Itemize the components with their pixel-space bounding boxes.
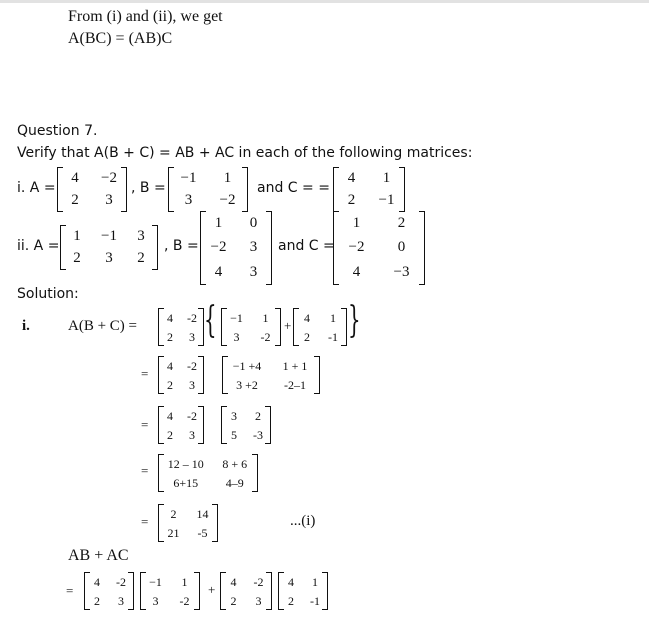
matrix-bracket-tick — [212, 504, 217, 505]
matrix-cell: −2 — [210, 239, 227, 256]
matrix-cell: 1 — [330, 310, 336, 325]
part-ii-label-a: ii. A = — [17, 238, 60, 254]
matrix-cell: 21 — [167, 525, 180, 540]
matrix-bracket-tick — [159, 541, 164, 542]
matrix-bracket-tick — [275, 345, 280, 346]
matrix-cell: 4 — [352, 264, 361, 281]
matrix-cell: −3 — [393, 264, 410, 281]
matrix-cell: 4 — [167, 358, 173, 373]
matrix-bracket-tick — [252, 454, 257, 455]
matrix-bracket-tick — [159, 454, 164, 455]
matrix-bracket-tick — [222, 406, 227, 407]
question-heading: Question 7. — [17, 123, 98, 139]
matrix-cell: -2 — [187, 408, 197, 423]
matrix-bracket-tick — [61, 225, 66, 226]
matrix-bracket-tick — [341, 308, 346, 309]
solution-evaluated-sum-matrix — [221, 406, 271, 444]
matrix-bracket-tick — [223, 356, 228, 357]
solution-result-matrix — [158, 504, 218, 542]
ab-matrix-b — [140, 572, 200, 610]
matrix-cell: 3 +2 — [236, 377, 258, 392]
matrix-cell: 2 — [71, 192, 79, 209]
matrix-cell: 1 + 1 — [282, 358, 308, 373]
matrix-bracket-tick — [121, 167, 126, 168]
matrix-bracket-tick — [201, 284, 206, 285]
matrix-cell: 3 — [231, 408, 237, 423]
matrix-bracket-tick — [419, 284, 424, 285]
matrix-cell: 2 — [230, 593, 237, 608]
matrix-bracket-tick — [334, 284, 339, 285]
matrix-bracket-tick — [322, 572, 327, 573]
equals-sign: = — [66, 583, 74, 598]
matrix-cell: -2–1 — [284, 377, 306, 392]
matrix-cell: -2 — [253, 574, 264, 589]
matrix-cell: 12 – 10 — [167, 456, 204, 471]
solution-matrix-a-3 — [158, 406, 204, 444]
matrix-bracket-tick — [221, 572, 226, 573]
equals-sign: = — [141, 514, 149, 529]
solution-matrix-b — [221, 308, 281, 346]
matrix-bracket-tick — [141, 572, 146, 573]
matrix-bracket-tick — [314, 393, 319, 394]
matrix-cell: 3 — [233, 329, 240, 344]
matrix-bracket-tick — [85, 609, 90, 610]
matrix-bracket-tick — [322, 609, 327, 610]
matrix-cell: -2 — [187, 358, 197, 373]
right-brace: } — [348, 300, 361, 341]
matrix-bracket-tick — [266, 572, 271, 573]
matrix-bracket-tick — [58, 167, 63, 168]
matrix-cell: 3 — [255, 593, 262, 608]
part-i-matrix-a — [57, 167, 127, 212]
matrix-bracket-tick — [399, 167, 404, 168]
matrix-bracket-tick — [194, 572, 199, 573]
matrix-cell: 1 — [262, 310, 269, 325]
matrix-cell: 1 — [382, 169, 391, 186]
equals-sign: = — [141, 463, 149, 478]
matrix-cell: 3 — [105, 192, 113, 209]
equals-sign: = — [141, 366, 149, 381]
matrix-bracket-tick — [275, 308, 280, 309]
solution-lhs: A(B + C) = — [68, 318, 138, 334]
matrix-cell: 2 — [255, 408, 261, 423]
matrix-bracket-tick — [169, 211, 174, 212]
matrix-cell: 4–9 — [225, 475, 244, 490]
matrix-bracket-tick — [159, 345, 164, 346]
part-i-label-b: , B = — [131, 180, 166, 196]
question-text: Verify that A(B + C) = AB + AC in each of the following matrices: — [17, 145, 473, 161]
matrix-cell: 14 — [196, 506, 209, 521]
part-ii-label-b: , B = — [164, 238, 199, 254]
intro-line-1: From (i) and (ii), we get — [68, 8, 223, 25]
matrix-cell: 8 + 6 — [222, 456, 248, 471]
matrix-bracket-tick — [159, 393, 164, 394]
solution-item-label: i. — [22, 318, 30, 334]
solution-matrix-a-2 — [158, 356, 204, 394]
matrix-bracket-tick — [198, 308, 203, 309]
ac-matrix-c — [278, 572, 328, 610]
matrix-cell: 3 — [152, 593, 159, 608]
matrix-bracket-tick — [152, 225, 157, 226]
matrix-bracket-tick — [159, 504, 164, 505]
matrix-cell: 2 — [167, 377, 173, 392]
part-ii-label-c: and C = — [278, 238, 335, 254]
matrix-cell: 3 — [249, 264, 258, 281]
matrix-bracket-tick — [169, 167, 174, 168]
left-brace: { — [204, 300, 217, 341]
matrix-bracket-tick — [294, 345, 299, 346]
matrix-cell: 1 — [73, 227, 81, 244]
matrix-cell: −1 +4 — [232, 358, 262, 373]
matrix-cell: -5 — [197, 525, 208, 540]
matrix-cell: -1 — [310, 593, 320, 608]
matrix-bracket-tick — [265, 443, 270, 444]
part-ii-matrix-c — [333, 211, 425, 285]
matrix-cell: 0 — [249, 214, 258, 231]
matrix-cell: 1 — [214, 214, 223, 231]
matrix-bracket-tick — [141, 609, 146, 610]
matrix-cell: −2 — [348, 239, 365, 256]
matrix-bracket-tick — [58, 211, 63, 212]
matrix-cell: 2 — [94, 593, 100, 608]
matrix-bracket-tick — [242, 167, 247, 168]
matrix-cell: 4 — [167, 408, 173, 423]
matrix-cell: 1 — [223, 169, 232, 186]
matrix-cell: 4 — [214, 264, 223, 281]
matrix-bracket-tick — [334, 167, 339, 168]
matrix-bracket-tick — [128, 572, 133, 573]
solution-matrix-c — [293, 308, 347, 346]
matrix-bracket-tick — [252, 491, 257, 492]
matrix-bracket-tick — [266, 284, 271, 285]
solution-sum-matrix — [222, 356, 320, 394]
solution-product-expansion-matrix — [158, 454, 258, 492]
intro-line-2: A(BC) = (AB)C — [68, 30, 173, 47]
ab-matrix-a — [84, 572, 134, 610]
matrix-cell: 2 — [397, 214, 406, 231]
matrix-cell: 3 — [105, 250, 113, 267]
matrix-cell: 2 — [73, 250, 81, 267]
matrix-bracket-tick — [201, 211, 206, 212]
matrix-bracket-tick — [198, 356, 203, 357]
matrix-bracket-tick — [265, 406, 270, 407]
matrix-bracket-tick — [198, 443, 203, 444]
matrix-bracket-tick — [85, 572, 90, 573]
matrix-bracket-tick — [159, 406, 164, 407]
matrix-bracket-tick — [419, 211, 424, 212]
solution-heading: Solution: — [17, 286, 79, 302]
matrix-cell: −1 — [378, 192, 395, 209]
matrix-cell: 3 — [189, 427, 195, 442]
matrix-bracket-tick — [314, 356, 319, 357]
matrix-cell: 4 — [288, 574, 294, 589]
part-i-label-c: and C = = — [257, 180, 330, 196]
matrix-bracket-tick — [159, 443, 164, 444]
matrix-cell: 3 — [249, 239, 258, 256]
matrix-bracket-tick — [198, 393, 203, 394]
matrix-cell: -2 — [179, 593, 190, 608]
matrix-cell: 1 — [352, 214, 361, 231]
ac-matrix-a — [220, 572, 272, 610]
matrix-cell: −2 — [219, 192, 236, 209]
matrix-bracket-tick — [198, 406, 203, 407]
matrix-cell: 4 — [230, 574, 237, 589]
matrix-cell: 2 — [347, 192, 356, 209]
matrix-cell: 2 — [170, 506, 177, 521]
matrix-cell: −1 — [230, 310, 243, 325]
plus-sign: + — [208, 582, 216, 597]
matrix-cell: -2 — [187, 310, 197, 325]
matrix-cell: 2 — [304, 329, 310, 344]
part-i-label-a: i. A = — [17, 180, 56, 196]
matrix-cell: 3 — [189, 329, 195, 344]
part-ii-matrix-b — [200, 211, 272, 285]
matrix-cell: 4 — [304, 310, 310, 325]
matrix-cell: −1 — [180, 169, 197, 186]
matrix-bracket-tick — [222, 443, 227, 444]
matrix-cell: 3 — [184, 192, 193, 209]
matrix-bracket-tick — [266, 609, 271, 610]
matrix-cell: 4 — [347, 169, 356, 186]
matrix-bracket-tick — [159, 491, 164, 492]
matrix-bracket-tick — [341, 345, 346, 346]
top-divider — [0, 0, 649, 3]
part-i-matrix-c — [333, 167, 405, 212]
matrix-bracket-tick — [152, 269, 157, 270]
matrix-bracket-tick — [194, 609, 199, 610]
matrix-cell: 5 — [231, 427, 237, 442]
matrix-cell: 6+15 — [173, 475, 199, 490]
matrix-cell: -3 — [253, 427, 263, 442]
solution-matrix-a — [158, 308, 204, 346]
matrix-cell: 2 — [288, 593, 294, 608]
equals-sign: = — [141, 417, 149, 432]
matrix-cell: 2 — [167, 427, 173, 442]
matrix-cell: 1 — [312, 574, 318, 589]
matrix-bracket-tick — [279, 609, 284, 610]
matrix-cell: 4 — [167, 310, 173, 325]
matrix-bracket-tick — [222, 345, 227, 346]
ab-plus-ac-heading: AB + AC — [68, 547, 129, 564]
matrix-cell: 3 — [137, 227, 145, 244]
matrix-cell: −2 — [101, 169, 117, 186]
matrix-bracket-tick — [159, 356, 164, 357]
matrix-bracket-tick — [222, 308, 227, 309]
matrix-cell: 4 — [71, 169, 79, 186]
matrix-cell: 0 — [397, 239, 406, 256]
matrix-bracket-tick — [221, 609, 226, 610]
matrix-cell: 4 — [94, 574, 100, 589]
matrix-cell: 3 — [118, 593, 124, 608]
equation-ref-i: ...(i) — [290, 513, 316, 529]
matrix-bracket-tick — [198, 345, 203, 346]
matrix-bracket-tick — [212, 541, 217, 542]
matrix-bracket-tick — [159, 308, 164, 309]
part-ii-matrix-a — [60, 225, 158, 270]
matrix-cell: -2 — [116, 574, 126, 589]
matrix-cell: -2 — [260, 329, 271, 344]
plus-sign: + — [284, 318, 292, 333]
matrix-cell: 2 — [137, 250, 145, 267]
matrix-bracket-tick — [61, 269, 66, 270]
matrix-bracket-tick — [223, 393, 228, 394]
matrix-cell: -1 — [328, 329, 338, 344]
matrix-bracket-tick — [334, 211, 339, 212]
matrix-bracket-tick — [121, 211, 126, 212]
matrix-cell: 3 — [189, 377, 195, 392]
matrix-bracket-tick — [279, 572, 284, 573]
matrix-cell: 1 — [181, 574, 188, 589]
matrix-cell: −1 — [149, 574, 162, 589]
part-i-matrix-b — [168, 167, 248, 212]
matrix-bracket-tick — [294, 308, 299, 309]
matrix-cell: 2 — [167, 329, 173, 344]
matrix-bracket-tick — [128, 609, 133, 610]
matrix-bracket-tick — [266, 211, 271, 212]
matrix-cell: −1 — [101, 227, 117, 244]
